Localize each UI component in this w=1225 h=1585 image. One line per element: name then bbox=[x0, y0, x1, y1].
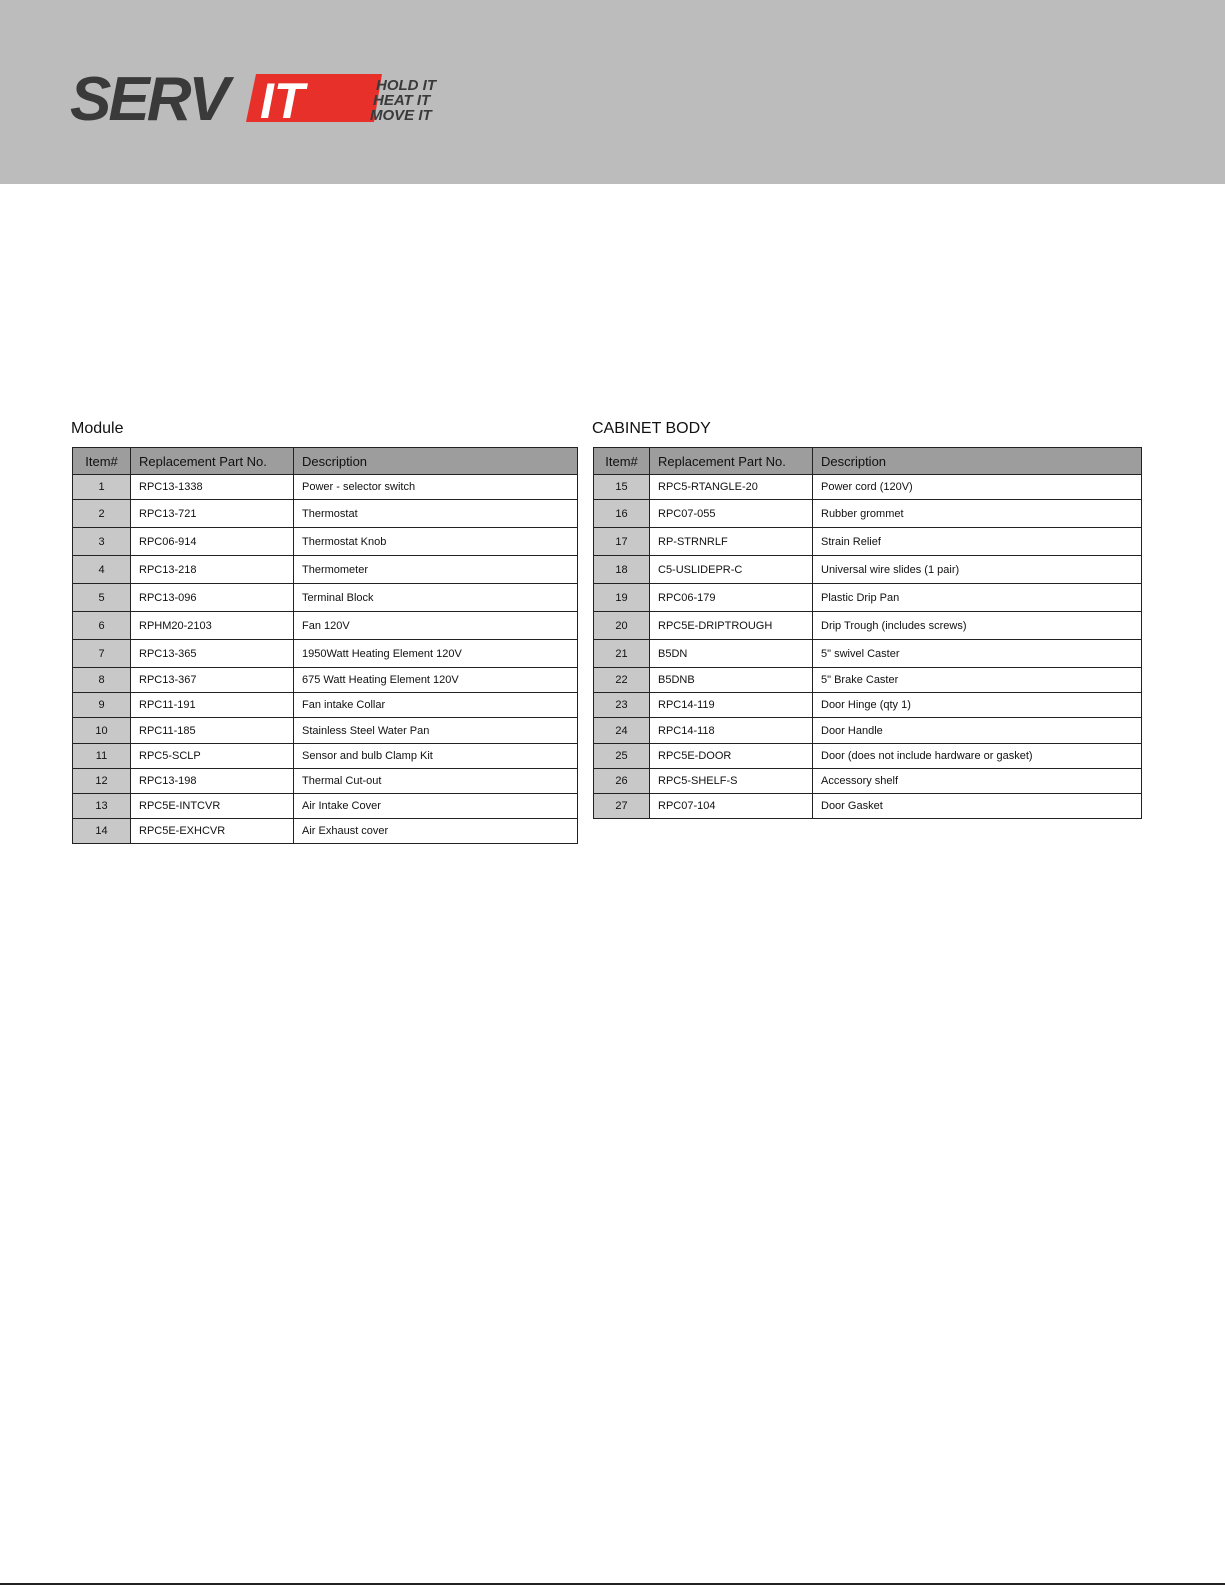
item-number-cell: 1 bbox=[73, 475, 131, 500]
item-number-cell: 26 bbox=[594, 769, 650, 794]
header-part-number: Replacement Part No. bbox=[650, 448, 813, 475]
part-number-cell: RPC06-179 bbox=[650, 584, 813, 612]
part-number-cell: RPC07-104 bbox=[650, 794, 813, 819]
table-row bbox=[73, 769, 578, 794]
table-row bbox=[73, 500, 578, 528]
description-cell: Door (does not include hardware or gasket) bbox=[813, 744, 1142, 769]
item-number-cell: 2 bbox=[73, 500, 131, 528]
part-number-cell: RPC5E-EXHCVR bbox=[131, 819, 294, 844]
part-number-cell: RPC13-218 bbox=[131, 556, 294, 584]
description-cell: Door Hinge (qty 1) bbox=[813, 693, 1142, 718]
description-cell: Fan 120V bbox=[294, 612, 578, 640]
description-cell: Thermostat bbox=[294, 500, 578, 528]
part-number-cell: RPC13-367 bbox=[131, 668, 294, 693]
part-number-cell: RPC5E-DOOR bbox=[650, 744, 813, 769]
part-number-cell: B5DN bbox=[650, 640, 813, 668]
part-number-cell: RPC5-SHELF-S bbox=[650, 769, 813, 794]
module-table-header bbox=[73, 448, 578, 475]
item-number-cell: 27 bbox=[594, 794, 650, 819]
item-number-cell: 9 bbox=[73, 693, 131, 718]
logo-wordmark-serv: SERV bbox=[70, 68, 227, 130]
table-row bbox=[594, 640, 1142, 668]
item-number-cell: 24 bbox=[594, 718, 650, 744]
item-number-cell: 8 bbox=[73, 668, 131, 693]
header-item-number: Item# bbox=[73, 448, 131, 475]
table-row bbox=[594, 475, 1142, 500]
item-number-cell: 20 bbox=[594, 612, 650, 640]
part-number-cell: C5-USLIDEPR-C bbox=[650, 556, 813, 584]
description-cell: Rubber grommet bbox=[813, 500, 1142, 528]
header-item-number: Item# bbox=[594, 448, 650, 475]
header-part-number: Replacement Part No. bbox=[131, 448, 294, 475]
item-number-cell: 21 bbox=[594, 640, 650, 668]
table-row bbox=[73, 475, 578, 500]
item-number-cell: 23 bbox=[594, 693, 650, 718]
item-number-cell: 19 bbox=[594, 584, 650, 612]
description-cell: Plastic Drip Pan bbox=[813, 584, 1142, 612]
logo-tagline-2: HEAT IT bbox=[373, 92, 431, 109]
header-description: Description bbox=[294, 448, 578, 475]
table-row bbox=[73, 819, 578, 844]
part-number-cell: RPC11-191 bbox=[131, 693, 294, 718]
description-cell: 5" Brake Caster bbox=[813, 668, 1142, 693]
description-cell: 5" swivel Caster bbox=[813, 640, 1142, 668]
table-row bbox=[594, 500, 1142, 528]
description-cell: Thermometer bbox=[294, 556, 578, 584]
table-row bbox=[594, 744, 1142, 769]
description-cell: Accessory shelf bbox=[813, 769, 1142, 794]
description-cell: Power cord (120V) bbox=[813, 475, 1142, 500]
item-number-cell: 17 bbox=[594, 528, 650, 556]
table-row bbox=[73, 744, 578, 769]
part-number-cell: RPC13-096 bbox=[131, 584, 294, 612]
description-cell: Terminal Block bbox=[294, 584, 578, 612]
item-number-cell: 7 bbox=[73, 640, 131, 668]
table-row bbox=[594, 556, 1142, 584]
table-row bbox=[73, 794, 578, 819]
item-number-cell: 5 bbox=[73, 584, 131, 612]
part-number-cell: RPC13-1338 bbox=[131, 475, 294, 500]
description-cell: Thermostat Knob bbox=[294, 528, 578, 556]
header-description: Description bbox=[813, 448, 1142, 475]
item-number-cell: 22 bbox=[594, 668, 650, 693]
description-cell: Fan intake Collar bbox=[294, 693, 578, 718]
module-parts-table bbox=[72, 447, 578, 844]
cabinet-table-header bbox=[594, 448, 1142, 475]
cabinet-parts-table bbox=[593, 447, 1142, 819]
description-cell: Drip Trough (includes screws) bbox=[813, 612, 1142, 640]
description-cell: Door Handle bbox=[813, 718, 1142, 744]
item-number-cell: 3 bbox=[73, 528, 131, 556]
table-row bbox=[594, 693, 1142, 718]
item-number-cell: 12 bbox=[73, 769, 131, 794]
description-cell: Strain Relief bbox=[813, 528, 1142, 556]
part-number-cell: RPC13-198 bbox=[131, 769, 294, 794]
table-row bbox=[73, 584, 578, 612]
part-number-cell: RP-STRNRLF bbox=[650, 528, 813, 556]
table-row bbox=[73, 612, 578, 640]
description-cell: Thermal Cut-out bbox=[294, 769, 578, 794]
table-row bbox=[73, 556, 578, 584]
item-number-cell: 16 bbox=[594, 500, 650, 528]
item-number-cell: 6 bbox=[73, 612, 131, 640]
table-row bbox=[73, 640, 578, 668]
table-row bbox=[73, 668, 578, 693]
part-number-cell: RPHM20-2103 bbox=[131, 612, 294, 640]
description-cell: Air Exhaust cover bbox=[294, 819, 578, 844]
table-row bbox=[73, 718, 578, 744]
logo-wordmark-it: IT bbox=[260, 73, 305, 129]
cabinet-title: CABINET BODY bbox=[592, 420, 711, 437]
logo-tagline-1: HOLD IT bbox=[376, 77, 436, 94]
table-row bbox=[73, 528, 578, 556]
part-number-cell: RPC14-119 bbox=[650, 693, 813, 718]
table-row bbox=[594, 769, 1142, 794]
description-cell: Stainless Steel Water Pan bbox=[294, 718, 578, 744]
description-cell: Power - selector switch bbox=[294, 475, 578, 500]
description-cell: Door Gasket bbox=[813, 794, 1142, 819]
description-cell: 675 Watt Heating Element 120V bbox=[294, 668, 578, 693]
part-number-cell: RPC07-055 bbox=[650, 500, 813, 528]
part-number-cell: RPC5E-INTCVR bbox=[131, 794, 294, 819]
description-cell: 1950Watt Heating Element 120V bbox=[294, 640, 578, 668]
table-row bbox=[594, 584, 1142, 612]
item-number-cell: 10 bbox=[73, 718, 131, 744]
part-number-cell: RPC06-914 bbox=[131, 528, 294, 556]
part-number-cell: RPC14-118 bbox=[650, 718, 813, 744]
part-number-cell: RPC13-721 bbox=[131, 500, 294, 528]
table-row bbox=[73, 693, 578, 718]
part-number-cell: RPC13-365 bbox=[131, 640, 294, 668]
item-number-cell: 14 bbox=[73, 819, 131, 844]
part-number-cell: RPC5-SCLP bbox=[131, 744, 294, 769]
table-row bbox=[594, 794, 1142, 819]
item-number-cell: 25 bbox=[594, 744, 650, 769]
table-row bbox=[594, 718, 1142, 744]
item-number-cell: 4 bbox=[73, 556, 131, 584]
part-number-cell: RPC5-RTANGLE-20 bbox=[650, 475, 813, 500]
logo-tagline-3: MOVE IT bbox=[370, 107, 432, 124]
part-number-cell: RPC5E-DRIPTROUGH bbox=[650, 612, 813, 640]
table-row bbox=[594, 528, 1142, 556]
description-cell: Air Intake Cover bbox=[294, 794, 578, 819]
table-row bbox=[594, 612, 1142, 640]
servit-logo bbox=[70, 68, 470, 130]
module-title: Module bbox=[71, 420, 124, 437]
part-number-cell: RPC11-185 bbox=[131, 718, 294, 744]
description-cell: Sensor and bulb Clamp Kit bbox=[294, 744, 578, 769]
item-number-cell: 18 bbox=[594, 556, 650, 584]
item-number-cell: 11 bbox=[73, 744, 131, 769]
table-row bbox=[594, 668, 1142, 693]
description-cell: Universal wire slides (1 pair) bbox=[813, 556, 1142, 584]
item-number-cell: 13 bbox=[73, 794, 131, 819]
part-number-cell: B5DNB bbox=[650, 668, 813, 693]
item-number-cell: 15 bbox=[594, 475, 650, 500]
